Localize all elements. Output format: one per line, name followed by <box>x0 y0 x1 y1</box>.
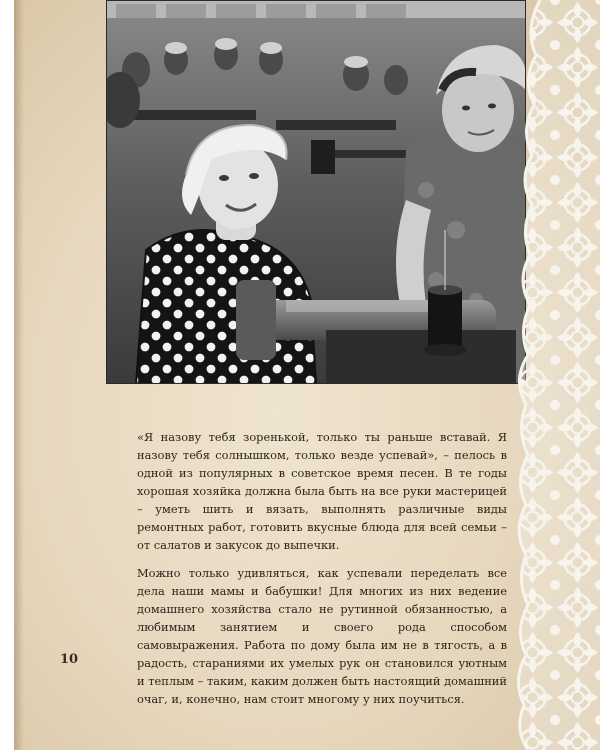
factory-photo <box>106 0 526 384</box>
factory-photo-illustration <box>106 0 526 384</box>
paragraph-2: Можно только удивляться, как успевали переделать все дела наши мамы и бабушки! Для многих из них ведение домашнего хозяйства стало не рутинной обязанностью, а любимым занятием и своего рода способом самовыражения. Работа по дому была им не в тягость, а в радость, стараниями их умелых рук он становился уютным и теплым – таким, каким должен быть настоящий домашний очаг, и, конечно, нам стоит многому у них поучиться. <box>137 566 507 706</box>
article-text <box>137 428 507 718</box>
lace-pattern-icon <box>510 0 600 750</box>
paragraph-1: «Я назову тебя зоренькой, только ты раньше вставай. Я назову тебя солнышком, только везде успевай», – пелось в одной из популярных в советское время песен. В те годы хорошая хозяйка должна была быть на все руки мастерицей – уметь шить и вязать, выполнять различные виды ремонтных работ, готовить вкусные блюда для всей семьи – от салатов и закусок до выпечки. <box>137 430 507 552</box>
page-number: 10 <box>60 652 79 667</box>
page-binding-shadow <box>14 0 24 750</box>
lace-border-decoration <box>510 0 600 750</box>
book-page <box>14 0 600 750</box>
